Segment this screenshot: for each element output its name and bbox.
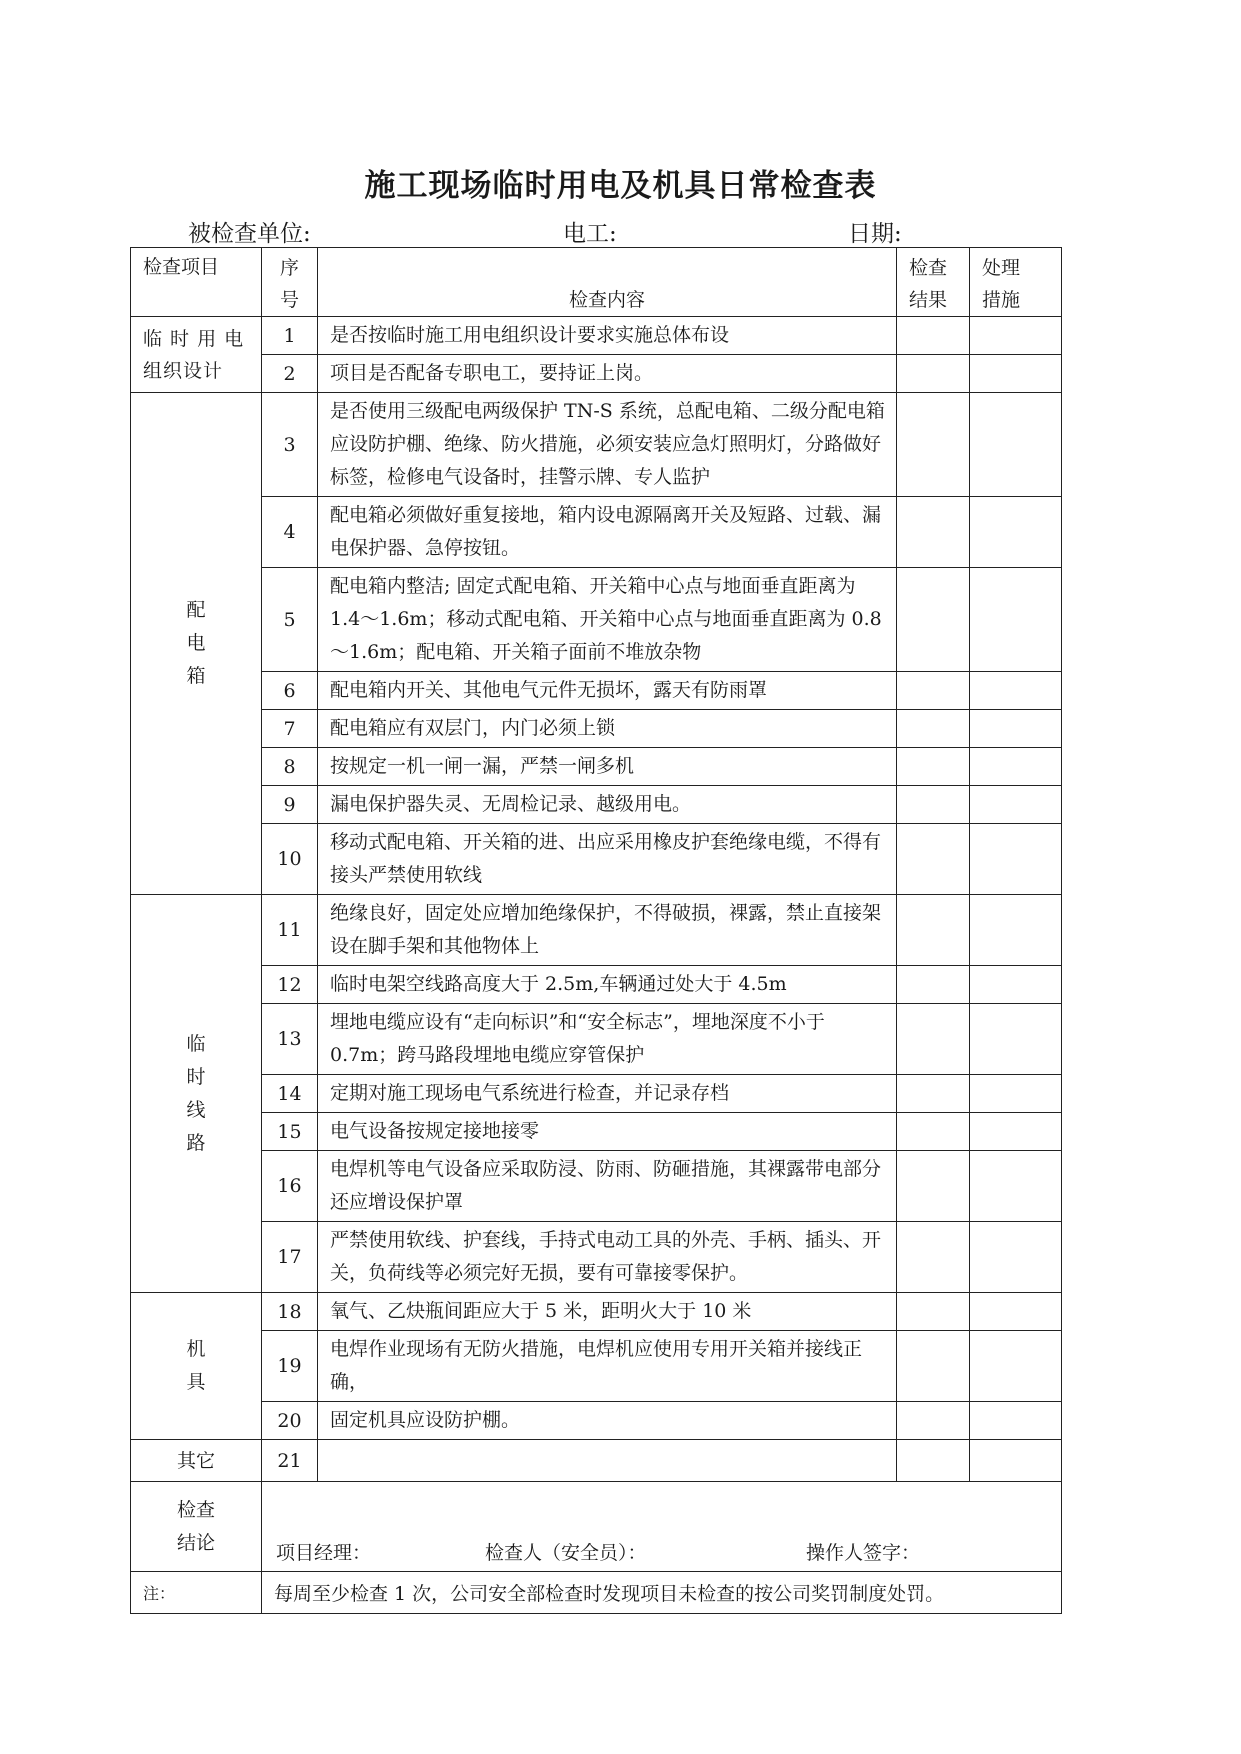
conclusion-label-line-1: 检查 <box>176 1498 215 1521</box>
header-number-line-1: 序 <box>279 257 299 279</box>
result-cell[interactable] <box>897 748 970 786</box>
action-cell[interactable] <box>970 895 1062 966</box>
row-number: 17 <box>262 1222 318 1293</box>
table-row <box>131 568 1062 672</box>
result-cell[interactable] <box>897 497 970 568</box>
electrician-label: 电工: <box>563 221 617 247</box>
row-number: 21 <box>262 1440 318 1482</box>
action-cell[interactable] <box>970 393 1062 497</box>
row-number: 13 <box>262 1004 318 1075</box>
action-cell[interactable] <box>970 786 1062 824</box>
table-row <box>131 710 1062 748</box>
action-cell[interactable] <box>970 1222 1062 1293</box>
category-line-char-3: 线 <box>186 1098 206 1121</box>
category-tools-char-2: 具 <box>186 1371 206 1393</box>
result-cell[interactable] <box>897 1151 970 1222</box>
table-row <box>131 1440 1062 1482</box>
table-row <box>131 1113 1062 1151</box>
row-content: 严禁使用软线、护套线，手持式电动工具的外壳、手柄、插头、开关，负荷线等必须完好无损，要有可靠接零保护。 <box>318 1222 897 1293</box>
inspected-unit-label: 被检查单位: <box>188 221 311 247</box>
row-content: 配电箱内开关、其他电气元件无损坏，露天有防雨罩 <box>318 672 897 710</box>
row-number: 10 <box>262 824 318 895</box>
result-cell[interactable] <box>897 672 970 710</box>
category-plan-line-1: 临 时 用 电 <box>143 327 245 350</box>
row-number: 15 <box>262 1113 318 1151</box>
date-label: 日期: <box>848 221 902 247</box>
category-tools <box>131 1293 262 1440</box>
page-title: 施工现场临时用电及机具日常检查表 <box>364 168 877 204</box>
conclusion-row <box>131 1482 1062 1572</box>
row-content: 是否使用三级配电两级保护 TN-S 系统，总配电箱、二级分配电箱应设防护棚、绝缘、防火措施，必须安装应急灯照明灯，分路做好标签，检修电气设备时，挂警示牌、专人监护 <box>318 393 897 497</box>
action-cell[interactable] <box>970 1293 1062 1331</box>
category-plan <box>131 317 262 393</box>
header-result-line-1: 检查 <box>909 257 948 279</box>
action-cell[interactable] <box>970 748 1062 786</box>
row-content: 埋地电缆应设有“走向标识”和“安全标志”，埋地深度不小于 0.7m；跨马路段埋地电缆应穿管保护 <box>318 1004 897 1075</box>
row-content: 电焊作业现场有无防火措施，电焊机应使用专用开关箱并接线正确， <box>318 1331 897 1402</box>
row-number: 19 <box>262 1331 318 1402</box>
table-row <box>131 1075 1062 1113</box>
header-category: 检查项目 <box>131 248 262 317</box>
row-number: 6 <box>262 672 318 710</box>
row-content: 配电箱必须做好重复接地，箱内设电源隔离开关及短路、过载、漏电保护器、急停按钮。 <box>318 497 897 568</box>
row-content: 绝缘良好，固定处应增加绝缘保护，不得破损，裸露，禁止直接架设在脚手架和其他物体上 <box>318 895 897 966</box>
row-number: 12 <box>262 966 318 1004</box>
result-cell[interactable] <box>897 786 970 824</box>
row-number: 14 <box>262 1075 318 1113</box>
category-line-char-2: 时 <box>186 1065 206 1088</box>
table-row <box>131 672 1062 710</box>
result-cell[interactable] <box>897 1004 970 1075</box>
row-content: 按规定一机一闸一漏，严禁一闸多机 <box>318 748 897 786</box>
action-cell[interactable] <box>970 1113 1062 1151</box>
action-cell[interactable] <box>970 672 1062 710</box>
project-manager-signature: 项目经理： <box>276 1542 372 1564</box>
action-cell[interactable] <box>970 824 1062 895</box>
action-cell[interactable] <box>970 355 1062 393</box>
table-row <box>131 1331 1062 1402</box>
action-cell[interactable] <box>970 1075 1062 1113</box>
row-number: 9 <box>262 786 318 824</box>
note-row <box>131 1572 1062 1614</box>
table-row <box>131 748 1062 786</box>
header-result <box>897 248 970 317</box>
inspector-signature: 检查人（安全员）： <box>485 1542 647 1564</box>
note-label: 注： <box>131 1572 262 1614</box>
row-content: 漏电保护器失灵、无周检记录、越级用电。 <box>318 786 897 824</box>
row-content: 项目是否配备专职电工，要持证上岗。 <box>318 355 897 393</box>
row-content: 是否按临时施工用电组织设计要求实施总体布设 <box>318 317 897 355</box>
table-row <box>131 1222 1062 1293</box>
category-distribution-box <box>131 393 262 895</box>
row-content: 电气设备按规定接地接零 <box>318 1113 897 1151</box>
table-row <box>131 895 1062 966</box>
action-cell[interactable] <box>970 497 1062 568</box>
category-temp-lines <box>131 895 262 1293</box>
row-content[interactable] <box>318 1440 897 1482</box>
header-number-line-2: 号 <box>279 289 299 311</box>
table-row <box>131 1293 1062 1331</box>
conclusion-label-line-2: 结论 <box>176 1531 215 1554</box>
row-number: 7 <box>262 710 318 748</box>
action-cell[interactable] <box>970 1151 1062 1222</box>
table-row <box>131 966 1062 1004</box>
action-cell[interactable] <box>970 1004 1062 1075</box>
action-cell[interactable] <box>970 1331 1062 1402</box>
result-cell[interactable] <box>897 1293 970 1331</box>
table-row <box>131 824 1062 895</box>
row-number: 11 <box>262 895 318 966</box>
header-content: 检查内容 <box>318 248 897 317</box>
result-cell[interactable] <box>897 710 970 748</box>
table-row <box>131 1004 1062 1075</box>
action-cell[interactable] <box>970 966 1062 1004</box>
conclusion-body[interactable] <box>262 1482 1062 1572</box>
action-cell[interactable] <box>970 710 1062 748</box>
row-content: 临时电架空线路高度大于 2.5m,车辆通过处大于 4.5m <box>318 966 897 1004</box>
row-number: 4 <box>262 497 318 568</box>
action-cell[interactable] <box>970 1440 1062 1482</box>
result-cell[interactable] <box>897 393 970 497</box>
action-cell[interactable] <box>970 1402 1062 1440</box>
result-cell[interactable] <box>897 1440 970 1482</box>
conclusion-label <box>131 1482 262 1572</box>
result-cell[interactable] <box>897 1222 970 1293</box>
result-cell[interactable] <box>897 966 970 1004</box>
result-cell[interactable] <box>897 1075 970 1113</box>
row-content: 电焊机等电气设备应采取防浸、防雨、防砸措施，其裸露带电部分还应增设保护罩 <box>318 1151 897 1222</box>
inspection-table <box>130 247 1062 1614</box>
row-number: 2 <box>262 355 318 393</box>
row-content: 移动式配电箱、开关箱的进、出应采用橡皮护套绝缘电缆，不得有接头严禁使用软线 <box>318 824 897 895</box>
table-row <box>131 317 1062 355</box>
result-cell[interactable] <box>897 317 970 355</box>
row-number: 20 <box>262 1402 318 1440</box>
table-row <box>131 497 1062 568</box>
result-cell[interactable] <box>897 824 970 895</box>
result-cell[interactable] <box>897 895 970 966</box>
header-action-line-1: 处理 <box>982 257 1021 279</box>
result-cell[interactable] <box>897 568 970 672</box>
row-content: 氧气、乙炔瓶间距应大于 5 米，距明火大于 10 米 <box>318 1293 897 1331</box>
result-cell[interactable] <box>897 1331 970 1402</box>
result-cell[interactable] <box>897 355 970 393</box>
row-number: 18 <box>262 1293 318 1331</box>
note-text: 每周至少检查 1 次，公司安全部检查时发现项目未检查的按公司奖罚制度处罚。 <box>262 1572 1062 1614</box>
category-line-char-1: 临 <box>186 1032 206 1055</box>
header-action-line-2: 措施 <box>982 289 1021 311</box>
table-row <box>131 786 1062 824</box>
action-cell[interactable] <box>970 317 1062 355</box>
row-content: 配电箱应有双层门，内门必须上锁 <box>318 710 897 748</box>
row-content: 固定机具应设防护棚。 <box>318 1402 897 1440</box>
row-number: 16 <box>262 1151 318 1222</box>
row-number: 3 <box>262 393 318 497</box>
row-number: 5 <box>262 568 318 672</box>
table-header-row <box>131 248 1062 317</box>
result-cell[interactable] <box>897 1402 970 1440</box>
row-number: 8 <box>262 748 318 786</box>
category-box-char-1: 配 <box>186 599 206 621</box>
header-result-line-2: 结果 <box>909 289 948 311</box>
action-cell[interactable] <box>970 568 1062 672</box>
category-box-char-2: 电 <box>186 632 206 654</box>
category-tools-char-1: 机 <box>186 1338 206 1360</box>
category-line-char-4: 路 <box>186 1131 206 1154</box>
category-other: 其它 <box>131 1440 262 1482</box>
row-content: 定期对施工现场电气系统进行检查，并记录存档 <box>318 1075 897 1113</box>
table-row <box>131 1402 1062 1440</box>
table-row <box>131 355 1062 393</box>
row-content: 配电箱内整洁; 固定式配电箱、开关箱中心点与地面垂直距离为 1.4～1.6m；移动式配电箱、开关箱中心点与地面垂直距离为 0.8～1.6m；配电箱、开关箱子面前不堆放杂物 <box>318 568 897 672</box>
header-number <box>262 248 318 317</box>
header-action <box>970 248 1062 317</box>
table-row <box>131 1151 1062 1222</box>
result-cell[interactable] <box>897 1113 970 1151</box>
row-number: 1 <box>262 317 318 355</box>
category-plan-line-2: 组织设计 <box>143 359 224 382</box>
category-box-char-3: 箱 <box>186 665 206 687</box>
operator-signature: 操作人签字： <box>806 1542 921 1564</box>
table-row <box>131 393 1062 497</box>
